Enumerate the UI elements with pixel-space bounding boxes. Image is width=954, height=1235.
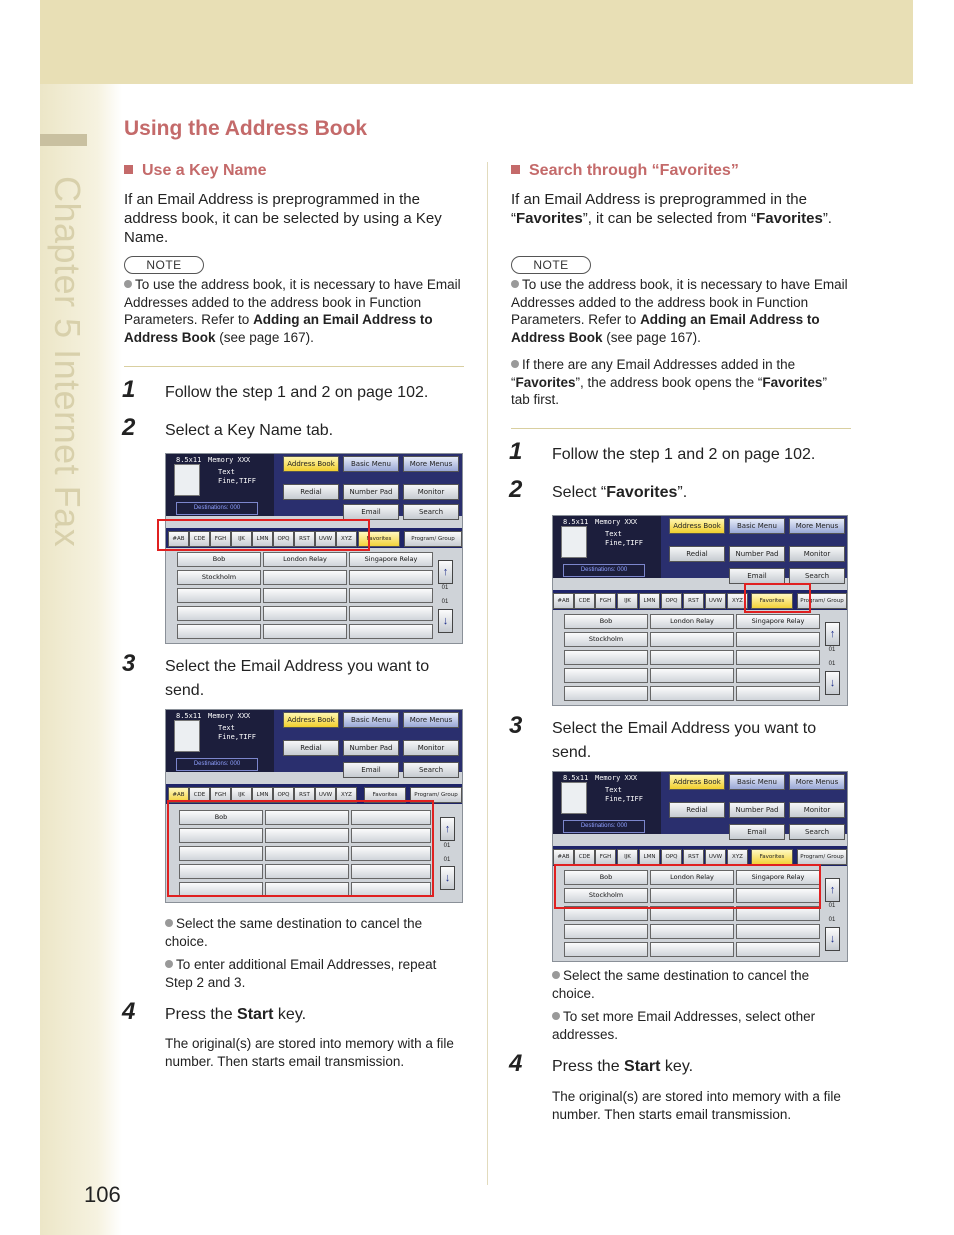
left-note: To use the address book, it is necessary to have Email Addresses added to the address book in Function Parameters. Refer to Adding an Email Address to Address Book (see page 167). (124, 277, 461, 345)
divider (511, 428, 851, 429)
touchscreen-image: 8.5x11 Memory XXX Text Fine,TIFF Destinations: 000 Address Book Basic Menu More Menus Redial Number Pad Monitor Email Search #AB CDE FGH IJK LMN OPQ RST UVW XYZ Favorites Program/ Group Bob London Relay Singapore Relay Stockholm ↑ 01 01 ↓ (552, 515, 848, 706)
scroll-up-icon: ↑ (825, 878, 840, 902)
chapter-tab-mark (40, 134, 87, 146)
divider (124, 366, 464, 367)
section-title: Using the Address Book (124, 117, 368, 140)
document-icon (174, 720, 200, 752)
left-intro: If an Email Address is preprogrammed in the address book, it can be selected by using a Key Name. (124, 191, 442, 246)
step-detail: The original(s) are stored into memory with a file number. Then starts email transmission. (165, 1036, 454, 1069)
step-number: 3 (122, 650, 136, 677)
step-text: Select the Email Address you want to send. (552, 720, 817, 761)
step-text: Select a Key Name tab. (165, 422, 334, 439)
scroll-down-icon: ↓ (438, 609, 453, 633)
touchscreen-image: 8.5x11 Memory XXX Text Fine,TIFF Destinations: 000 Address Book Basic Menu More Menus Redial Number Pad Monitor Email Search #AB CDE FGH IJK LMN OPQ RST UVW XYZ Favorites Program/ Group Bob London Relay Singapore Relay Stockholm ↑ 01 01 ↓ (552, 771, 848, 962)
step-text: Press the Start key. (552, 1058, 694, 1075)
column-divider (487, 162, 488, 1185)
bullet-item: To set more Email Addresses, select other addresses. (552, 1009, 816, 1042)
step-text: Press the Start key. (165, 1006, 307, 1023)
step-number: 1 (509, 438, 523, 465)
step-text: Select “Favorites”. (552, 484, 688, 501)
step-number: 3 (509, 712, 523, 739)
scroll-up-icon: ↑ (438, 560, 453, 584)
highlight-box (157, 519, 370, 551)
step-number: 2 (122, 414, 136, 441)
right-note: To use the address book, it is necessary to have Email Addresses added to the address book in Function Parameters. Refer to Adding an Email Address to Address Book (see page 167). (511, 277, 848, 345)
touchscreen-image: 8.5x11 Memory XXX Text Fine,TIFF Destinations: 000 Address Book Basic Menu More Menus Redial Number Pad Monitor Email Search #AB CDE FGH IJK LMN OPQ RST UVW XYZ Favorites Program/ Group Bob London Relay Singapore Relay Stockholm ↑ 01 01 ↓ (165, 453, 463, 644)
step-number: 4 (122, 998, 136, 1025)
step-number: 2 (509, 476, 523, 503)
left-heading: Use a Key Name (124, 162, 267, 180)
highlight-box (554, 864, 821, 909)
scroll-down-icon: ↓ (440, 866, 455, 890)
right-heading: Search through “Favorites” (511, 162, 739, 180)
bullet-item: To enter additional Email Addresses, repeat Step 2 and 3. (165, 957, 437, 990)
step-text: Follow the step 1 and 2 on page 102. (552, 446, 816, 463)
document-icon (174, 464, 200, 496)
step-detail: The original(s) are stored into memory with a file number. Then starts email transmission. (552, 1089, 841, 1122)
right-intro: If an Email Address is preprogrammed in the “Favorites”, it can be selected from “Favorites”. (511, 191, 832, 227)
scroll-down-icon: ↓ (825, 671, 840, 695)
bullet-item: Select the same destination to cancel the choice. (165, 916, 423, 949)
scroll-up-icon: ↑ (440, 817, 455, 841)
step-text: Select the Email Address you want to send. (165, 658, 430, 699)
scroll-down-icon: ↓ (825, 927, 840, 951)
note-badge: NOTE (511, 256, 591, 274)
step-number: 1 (122, 376, 136, 403)
note-badge: NOTE (124, 256, 204, 274)
step-number: 4 (509, 1050, 523, 1077)
highlight-box (167, 800, 434, 897)
step-text: Follow the step 1 and 2 on page 102. (165, 384, 429, 401)
page-number: 106 (84, 1182, 121, 1207)
document-icon (561, 782, 587, 814)
highlight-box (744, 583, 811, 613)
bullet-item: Select the same destination to cancel the choice. (552, 968, 810, 1001)
right-note: If there are any Email Addresses added in the “Favorites”, the address book opens the “Favorites” tab first. (511, 357, 827, 407)
header-band (40, 0, 913, 84)
chapter-label: Chapter 5 Internet Fax (47, 176, 88, 548)
scroll-up-icon: ↑ (825, 622, 840, 646)
touchscreen-image: 8.5x11 Memory XXX Text Fine,TIFF Destinations: 000 Address Book Basic Menu More Menus Redial Number Pad Monitor Email Search #AB CDE FGH IJK LMN OPQ RST UVW XYZ Favorites Program/ Group Bob ↑ 01 01 ↓ (165, 709, 463, 903)
document-icon (561, 526, 587, 558)
